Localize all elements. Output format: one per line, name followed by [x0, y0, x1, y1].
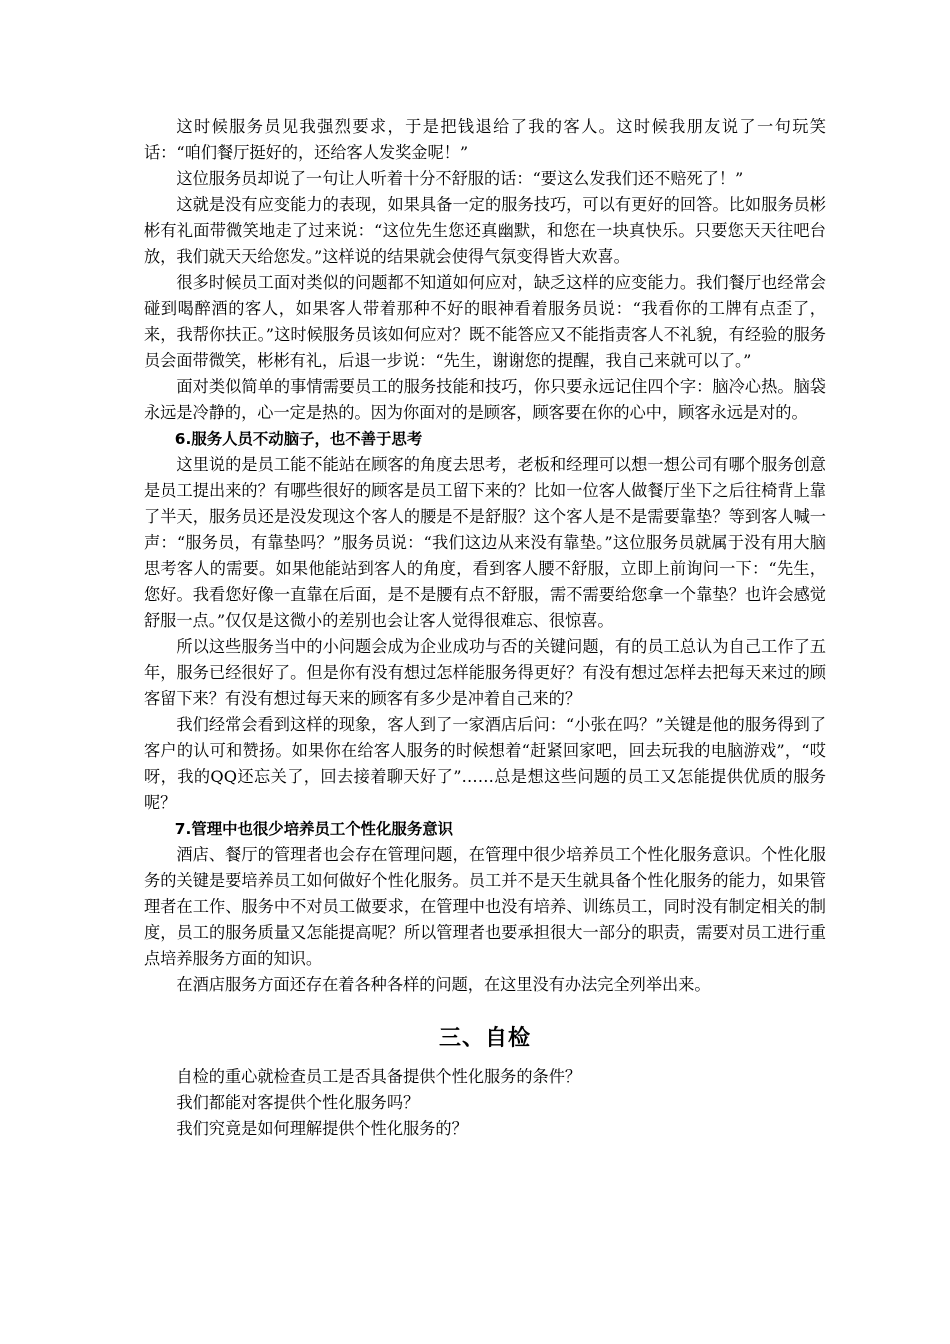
paragraph: 这里说的是员工能不能站在顾客的角度去思考，老板和经理可以想一想公司有哪个服务创意是员工提出来的？有哪些很好的顾客是员工留下来的？比如一位客人做餐厅坐下之后往椅背上靠了半天，服务员还是没发现这个客人的腰是不是舒服？这个客人是不是需要靠垫？等到客人喊一声：“服务员，有靠垫吗？”服务员说：“我们这边从来没有靠垫。”这位服务员就属于没有用大脑思考客人的需要。如果他能站到客人的角度，看到客人腰不舒服，立即上前询问一下：“先生，您好。我看您好像一直靠在后面，是不是腰有点不舒服，需不需要给您拿一个靠垫？也许会感觉舒服一点。”仅仅是这微小的差别也会让客人觉得很难忘、很惊喜。: [144, 455, 826, 630]
paragraph: 这就是没有应变能力的表现，如果具备一定的服务技巧，可以有更好的回答。比如服务员彬彬有礼面带微笑地走了过来说：“这位先生您还真幽默，和您在一块真快乐。只要您天天往吧台放，我们就天天给您发。”这样说的结果就会使得气氛变得皆大欢喜。: [144, 195, 826, 266]
document-page: [144, 114, 826, 1142]
paragraph: 这时候服务员见我强烈要求，于是把钱退给了我的客人。这时候我朋友说了一句玩笑话：“咱们餐厅挺好的，还给客人发奖金呢！”: [144, 117, 826, 162]
paragraph: 这位服务员却说了一句让人听着十分不舒服的话：“要这么发我们还不赔死了！”: [176, 169, 744, 188]
paragraph: 酒店、餐厅的管理者也会存在管理问题，在管理中很少培养员工个性化服务意识。个性化服务的关键是要培养员工如何做好个性化服务。员工并不是天生就具备个性化服务的能力，如果管理者在工作、服务中不对员工做要求，在管理中也没有培养、训练员工，同时没有制定相关的制度，员工的服务质量又怎能提高呢？所以管理者也要承担很大一部分的职责，需要对员工进行重点培养服务方面的知识。: [144, 845, 826, 968]
section-heading-7: 7.管理中也很少培养员工个性化服务意识: [174, 820, 453, 838]
paragraph: 很多时候员工面对类似的问题都不知道如何应对，缺乏这样的应变能力。我们餐厅也经常会碰到喝醉酒的客人，如果客人带着那种不好的眼神看着服务员说：“我看你的工牌有点歪了，来，我帮你扶正。”这时候服务员该如何应对？既不能答应又不能指责客人不礼貌，有经验的服务员会面带微笑，彬彬有礼，后退一步说：“先生，谢谢您的提醒，我自己来就可以了。”: [144, 273, 826, 370]
paragraph: 自检的重心就检查员工是否具备提供个性化服务的条件？: [176, 1067, 582, 1086]
section-heading-6: 6.服务人员不动脑子，也不善于思考: [174, 430, 423, 448]
paragraph: 所以这些服务当中的小问题会成为企业成功与否的关键问题，有的员工总认为自己工作了五年，服务已经很好了。但是你有没有想过怎样能服务得更好？有没有想过怎样去把每天来过的顾客留下来？有没有想过每天来的顾客有多少是冲着自己来的？: [144, 637, 826, 708]
paragraph: 我们经常会看到这样的现象，客人到了一家酒店后问：“小张在吗？”关键是他的服务得到了客户的认可和赞扬。如果你在给客人服务的时候想着“赶紧回家吧，回去玩我的电脑游戏”，“哎呀，我的QQ还忘关了，回去接着聊天好了”……总是想这些问题的员工又怎能提供优质的服务呢？: [144, 715, 826, 812]
chapter-title: 三、自检: [438, 1026, 531, 1051]
paragraph: 面对类似简单的事情需要员工的服务技能和技巧，你只要永远记住四个字：脑冷心热。脑袋永远是冷静的，心一定是热的。因为你面对的是顾客，顾客要在你的心中，顾客永远是对的。: [144, 377, 826, 422]
paragraph: 我们究竟是如何理解提供个性化服务的？: [176, 1119, 468, 1138]
paragraph: 在酒店服务方面还存在着各种各样的问题，在这里没有办法完全列举出来。: [176, 975, 711, 994]
paragraph: 我们都能对客提供个性化服务吗？: [176, 1093, 420, 1112]
